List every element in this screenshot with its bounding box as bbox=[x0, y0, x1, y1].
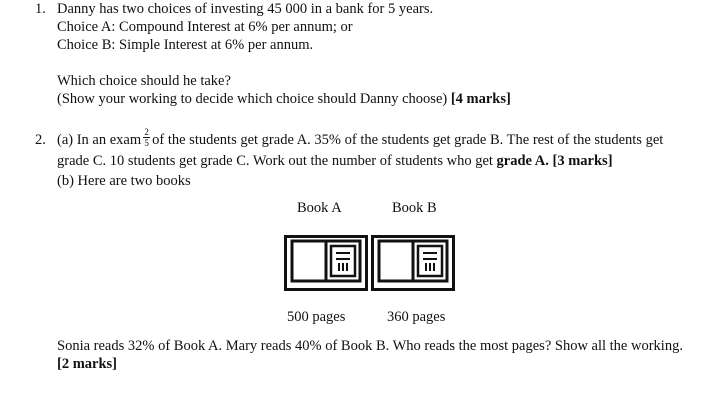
open-book-icon bbox=[371, 235, 455, 291]
q1-marks: [4 marks] bbox=[450, 91, 511, 107]
book-a-pages: 500 pages bbox=[287, 309, 346, 325]
question-1-number: 1. bbox=[35, 1, 46, 17]
book-a-label: Book A bbox=[297, 200, 342, 216]
q1-choice-b: Choice B: Simple Interest at 6% per annum. bbox=[57, 37, 314, 53]
q2a-rest: of the students get grade A. 35% of the students get grade B. The rest of the students get bbox=[152, 132, 664, 148]
q1-choice-a: Choice A: Compound Interest at 6% per annum; or bbox=[57, 19, 353, 35]
q2a-line-1 bbox=[57, 127, 664, 150]
q2b-marks: [2 marks] bbox=[57, 356, 118, 372]
fraction-denominator: 5 bbox=[144, 138, 149, 149]
question-2-number: 2. bbox=[35, 132, 46, 148]
q2a-grade-a: grade A. bbox=[496, 153, 549, 169]
q2a-intro: (a) In an exam bbox=[57, 132, 142, 148]
q2a-marks: [3 marks] bbox=[552, 153, 613, 169]
fraction-numerator: 2 bbox=[144, 127, 149, 138]
book-b-pages: 360 pages bbox=[387, 309, 446, 325]
q2a-line-2-text: grade C. 10 students get grade C. Work out the number of students who get bbox=[57, 153, 493, 169]
fraction-two-fifths bbox=[143, 128, 150, 147]
q2b-question: Sonia reads 32% of Book A. Mary reads 40% of Book B. Who reads the most pages? Show all the working. bbox=[57, 338, 683, 354]
q1-line-1: Danny has two choices of investing 45 000 in a bank for 5 years. bbox=[57, 1, 434, 17]
q1-instruction-text: (Show your working to decide which choice should Danny choose) bbox=[57, 91, 448, 107]
open-book-icon bbox=[284, 235, 368, 291]
q2b-intro: (b) Here are two books bbox=[57, 173, 191, 189]
book-b-label: Book B bbox=[392, 200, 437, 216]
q1-question: Which choice should he take? bbox=[57, 73, 231, 89]
q2a-line-2 bbox=[57, 152, 613, 170]
q1-instruction bbox=[57, 90, 511, 108]
